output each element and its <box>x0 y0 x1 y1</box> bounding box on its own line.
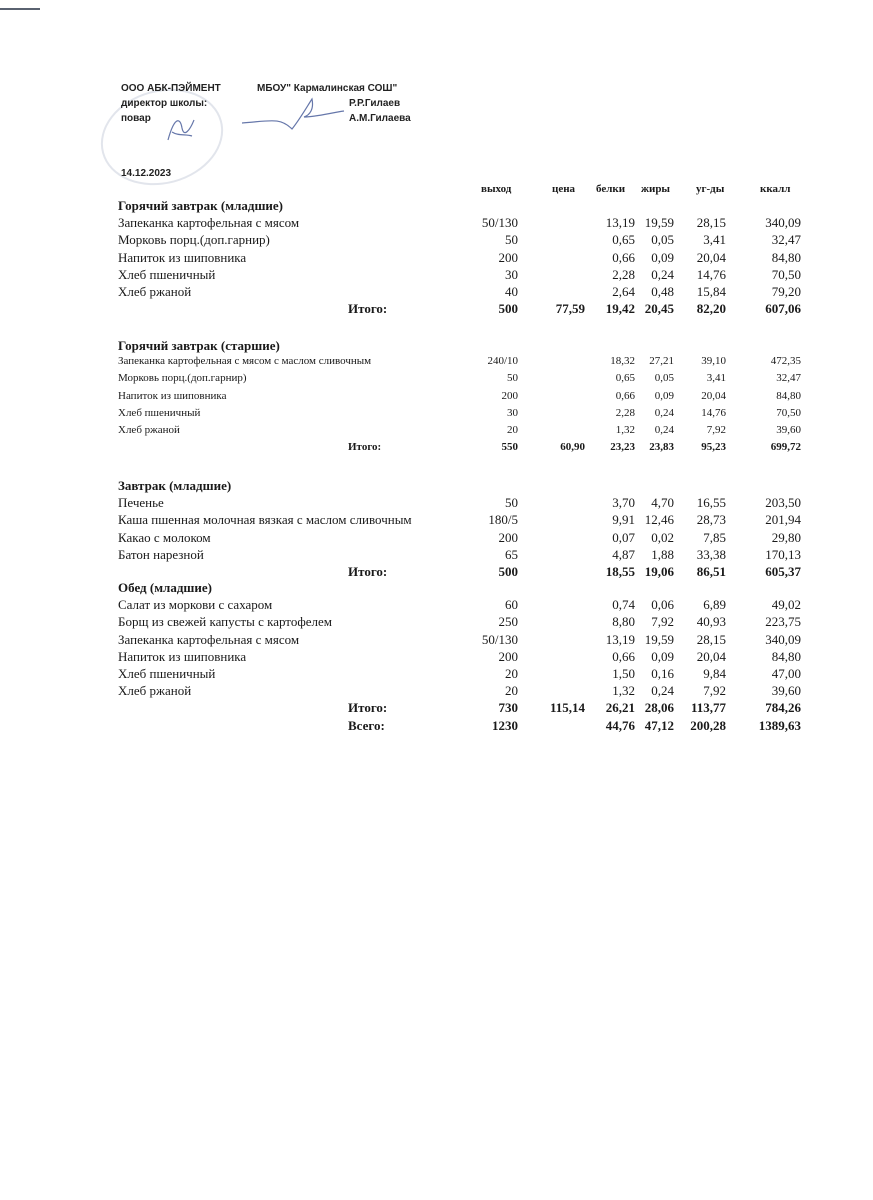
cell-carbs: 28,15 <box>696 631 726 647</box>
cell-protein: 1,32 <box>612 683 635 699</box>
signature-director-icon <box>240 95 350 135</box>
cell-yield: 200 <box>501 389 518 402</box>
cell-carbs: 7,92 <box>706 424 726 436</box>
cell-fat: 12,46 <box>644 512 674 528</box>
total-row <box>118 564 818 581</box>
cell-protein: 2,28 <box>615 406 635 419</box>
cell-carbs: 28,15 <box>696 215 726 231</box>
table-row <box>118 232 818 249</box>
cell-kcal: 472,35 <box>770 355 801 368</box>
total-label: Итого: <box>348 301 388 317</box>
cell-fat: 0,09 <box>651 249 674 265</box>
cell-carbs: 16,55 <box>696 495 726 511</box>
school-name: МБОУ" Кармалинская СОШ" <box>257 83 398 94</box>
col-price: цена <box>552 183 576 195</box>
cell-yield: 500 <box>498 301 518 317</box>
cell-yield: 60 <box>505 597 518 613</box>
cell-kcal: 340,09 <box>765 631 801 647</box>
dish-name: Салат из моркови с сахаром <box>118 597 273 613</box>
dish-name: Хлеб ржаной <box>118 424 180 436</box>
cell-protein: 9,91 <box>612 512 635 528</box>
table-row <box>118 597 818 614</box>
cell-kcal: 201,94 <box>765 512 801 528</box>
cell-fat: 27,21 <box>649 355 674 368</box>
cell-yield: 50 <box>505 495 518 511</box>
cell-carbs: 200,28 <box>690 717 726 733</box>
cell-kcal: 203,50 <box>765 495 801 511</box>
table-row <box>118 215 818 232</box>
cell-fat: 0,24 <box>654 424 674 436</box>
table-row <box>118 424 818 441</box>
cell-fat: 19,59 <box>644 215 674 231</box>
cell-kcal: 1389,63 <box>758 717 801 733</box>
cell-protein: 2,64 <box>612 284 635 299</box>
cell-fat: 4,70 <box>651 495 674 511</box>
dish-name: Батон нарезной <box>118 546 204 562</box>
cell-fat: 0,24 <box>654 406 674 419</box>
dish-name: Напиток из шиповника <box>118 249 247 265</box>
cell-protein: 23,23 <box>610 441 635 454</box>
cell-fat: 0,09 <box>654 389 674 402</box>
cell-yield: 200 <box>498 529 518 545</box>
cell-protein: 1,50 <box>612 666 635 681</box>
cell-yield: 500 <box>498 564 518 579</box>
cell-fat: 19,06 <box>644 564 674 579</box>
table-row <box>118 614 818 631</box>
cell-fat: 0,06 <box>651 597 674 613</box>
cell-kcal: 223,75 <box>765 614 801 630</box>
cell-carbs: 7,85 <box>703 529 726 545</box>
dish-name: Хлеб пшеничный <box>118 666 216 681</box>
cell-protein: 44,76 <box>605 717 635 733</box>
table-row <box>118 390 818 407</box>
cell-price: 77,59 <box>555 301 585 317</box>
cell-fat: 28,06 <box>644 700 674 716</box>
cell-kcal: 84,80 <box>776 389 801 402</box>
col-kcal: ккалл <box>760 183 791 195</box>
cell-kcal: 79,20 <box>771 284 801 299</box>
cook-name: А.М.Гилаева <box>349 113 411 124</box>
table-row <box>118 355 818 372</box>
cell-protein: 18,32 <box>610 355 635 368</box>
cell-carbs: 95,23 <box>701 441 726 454</box>
cell-yield: 730 <box>498 700 518 716</box>
cell-kcal: 39,60 <box>771 683 801 699</box>
cell-fat: 23,83 <box>649 441 674 454</box>
table-row <box>118 530 818 547</box>
cell-protein: 0,66 <box>612 249 635 265</box>
cell-kcal: 49,02 <box>771 597 801 613</box>
cell-yield: 20 <box>505 666 518 681</box>
total-row <box>118 700 818 717</box>
section-title: Горячий завтрак (старшие) <box>118 338 280 353</box>
cell-kcal: 699,72 <box>770 441 801 454</box>
cell-kcal: 784,26 <box>765 700 801 716</box>
cell-protein: 0,66 <box>612 648 635 664</box>
cell-yield: 550 <box>501 441 518 454</box>
cell-protein: 0,74 <box>612 597 635 613</box>
cell-carbs: 6,89 <box>703 597 726 613</box>
dish-name: Печенье <box>118 495 164 511</box>
dish-name: Каша пшенная молочная вязкая с маслом сливочным <box>118 512 412 528</box>
cell-protein: 1,32 <box>615 424 635 436</box>
cell-kcal: 84,80 <box>771 249 801 265</box>
cell-carbs: 7,92 <box>703 683 726 699</box>
cell-kcal: 70,50 <box>776 406 801 419</box>
cell-fat: 7,92 <box>651 614 674 630</box>
cell-yield: 65 <box>505 546 518 562</box>
cell-protein: 13,19 <box>605 215 635 231</box>
cell-protein: 2,28 <box>612 266 635 282</box>
cell-yield: 50/130 <box>481 631 518 647</box>
cell-protein: 19,42 <box>605 301 635 317</box>
signature-cook-icon <box>160 110 200 150</box>
cell-yield: 50 <box>507 372 518 385</box>
cell-carbs: 82,20 <box>696 301 726 317</box>
table-row <box>118 284 818 301</box>
cell-fat: 1,88 <box>651 546 674 562</box>
col-carbs: уг-ды <box>696 183 725 195</box>
director-name: Р.Р.Гилаев <box>349 98 401 109</box>
cell-protein: 0,65 <box>612 232 635 248</box>
cell-carbs: 20,04 <box>701 389 726 402</box>
dish-name: Запеканка картофельная с мясом <box>118 631 300 647</box>
cell-price: 115,14 <box>549 700 585 716</box>
cell-price: 60,90 <box>560 441 585 454</box>
cell-protein: 3,70 <box>612 495 635 511</box>
cell-kcal: 32,47 <box>771 232 801 248</box>
cell-yield: 50/130 <box>481 215 518 231</box>
menu-date: 14.12.2023 <box>121 168 172 179</box>
total-label: Итого: <box>348 700 388 716</box>
dish-name: Хлеб пшеничный <box>118 266 216 282</box>
cell-fat: 0,24 <box>651 266 674 282</box>
cell-carbs: 14,76 <box>696 266 726 282</box>
dish-name: Напиток из шиповника <box>118 389 227 402</box>
table-row <box>118 632 818 649</box>
cell-yield: 50 <box>505 232 518 248</box>
cell-carbs: 3,41 <box>703 232 726 248</box>
cell-fat: 0,05 <box>651 232 674 248</box>
table-row <box>118 666 818 683</box>
cell-carbs: 28,73 <box>696 512 726 528</box>
cell-protein: 0,07 <box>612 529 635 545</box>
cell-fat: 20,45 <box>644 301 674 317</box>
cell-fat: 0,02 <box>651 529 674 545</box>
section-title: Завтрак (младшие) <box>118 478 232 493</box>
cell-kcal: 70,50 <box>771 266 801 282</box>
company-name: ООО АБК-ПЭЙМЕНТ <box>121 83 221 94</box>
cell-fat: 0,05 <box>654 372 674 385</box>
cell-kcal: 340,09 <box>765 215 801 231</box>
cell-kcal: 39,60 <box>776 424 801 436</box>
cell-protein: 26,21 <box>605 700 635 716</box>
cell-yield: 240/10 <box>487 355 518 368</box>
cell-carbs: 20,04 <box>696 648 726 664</box>
cell-kcal: 32,47 <box>776 372 801 385</box>
cell-yield: 1230 <box>492 717 518 733</box>
total-row <box>118 441 818 458</box>
col-yield: выход <box>481 183 512 195</box>
table-row <box>118 495 818 512</box>
cell-yield: 30 <box>505 266 518 282</box>
cell-fat: 47,12 <box>644 717 674 733</box>
section-title: Обед (младшие) <box>118 580 212 595</box>
cell-kcal: 47,00 <box>771 666 801 681</box>
cell-yield: 30 <box>507 406 518 419</box>
col-fat: жиры <box>641 183 671 195</box>
cell-fat: 0,48 <box>651 284 674 299</box>
total-label: Итого: <box>348 441 382 454</box>
dish-name: Запеканка картофельная с мясом <box>118 215 300 231</box>
cell-protein: 0,66 <box>615 389 635 402</box>
dish-name: Хлеб ржаной <box>118 683 192 699</box>
total-label: Итого: <box>348 564 388 579</box>
cell-protein: 8,80 <box>612 614 635 630</box>
cell-carbs: 33,38 <box>696 546 726 562</box>
col-protein: белки <box>596 183 626 195</box>
cell-yield: 200 <box>498 648 518 664</box>
table-row <box>118 372 818 389</box>
table-row <box>118 267 818 284</box>
cell-protein: 0,65 <box>615 372 635 385</box>
cell-carbs: 3,41 <box>706 372 726 385</box>
table-row <box>118 512 818 529</box>
total-row <box>118 718 818 735</box>
cell-fat: 0,24 <box>651 683 674 699</box>
cell-kcal: 605,37 <box>765 564 801 579</box>
dish-name: Морковь порц.(доп.гарнир) <box>118 232 270 248</box>
table-row <box>118 407 818 424</box>
dish-name: Морковь порц.(доп.гарнир) <box>118 372 247 385</box>
dish-name: Напиток из шиповника <box>118 648 247 664</box>
table-row <box>118 683 818 700</box>
cell-carbs: 39,10 <box>701 355 726 368</box>
cell-carbs: 86,51 <box>696 564 726 579</box>
cell-carbs: 113,77 <box>690 700 726 716</box>
dish-name: Борщ из свежей капусты с картофелем <box>118 614 332 630</box>
cell-kcal: 170,13 <box>765 546 801 562</box>
cell-kcal: 607,06 <box>765 301 801 317</box>
director-label: директор школы: <box>121 98 208 109</box>
cell-kcal: 84,80 <box>771 648 801 664</box>
cell-carbs: 40,93 <box>696 614 726 630</box>
cell-carbs: 15,84 <box>696 284 726 299</box>
cell-carbs: 20,04 <box>696 249 726 265</box>
section-title: Горячий завтрак (младшие) <box>118 198 284 213</box>
cell-yield: 250 <box>498 614 518 630</box>
cell-carbs: 14,76 <box>701 406 726 419</box>
dish-name: Хлеб ржаной <box>118 284 192 299</box>
cell-protein: 13,19 <box>605 631 635 647</box>
table-row <box>118 250 818 267</box>
cell-protein: 18,55 <box>605 564 635 579</box>
dish-name: Запеканка картофельная с мясом с маслом сливочным <box>118 355 372 368</box>
cell-yield: 40 <box>505 284 518 299</box>
cell-protein: 4,87 <box>612 546 635 562</box>
cell-yield: 20 <box>507 424 518 436</box>
cell-kcal: 29,80 <box>771 529 801 545</box>
cell-yield: 20 <box>505 683 518 699</box>
cell-yield: 180/5 <box>488 512 518 528</box>
dish-name: Хлеб пшеничный <box>118 406 201 419</box>
cell-fat: 19,59 <box>644 631 674 647</box>
table-row <box>118 547 818 564</box>
cell-yield: 200 <box>498 249 518 265</box>
table-row <box>118 649 818 666</box>
cell-fat: 0,16 <box>651 666 674 681</box>
cell-fat: 0,09 <box>651 648 674 664</box>
total-label: Всего: <box>348 717 385 733</box>
cook-label: повар <box>121 113 151 124</box>
total-row <box>118 301 818 318</box>
dish-name: Какао с молоком <box>118 529 211 545</box>
cell-carbs: 9,84 <box>703 666 726 681</box>
scan-artifact <box>0 8 40 10</box>
